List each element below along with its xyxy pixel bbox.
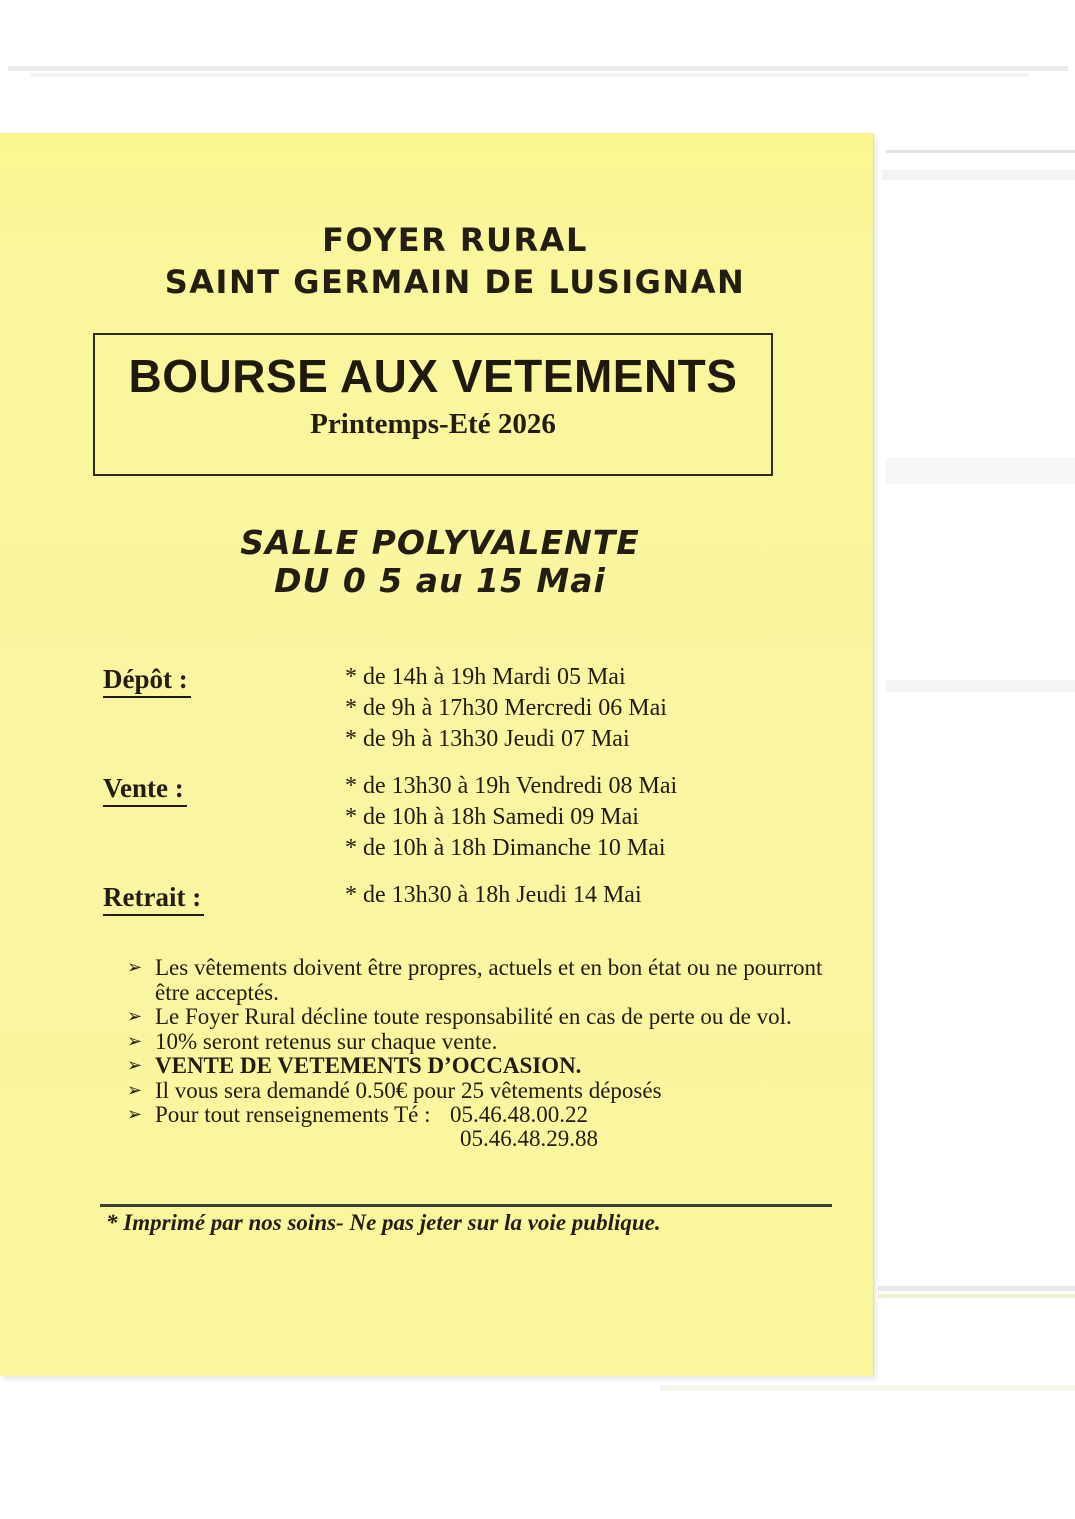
scan-artifact: [30, 73, 1030, 77]
list-item: ➢ Le Foyer Rural décline toute responsabilité en cas de perte ou de vol.: [127, 1004, 792, 1029]
scan-artifact: [886, 680, 1075, 692]
scan-artifact: [8, 66, 1068, 71]
schedule-line: * de 9h à 13h30 Jeudi 07 Mai: [345, 726, 630, 752]
scan-artifact: [882, 170, 1075, 180]
schedule-line: * de 14h à 19h Mardi 05 Mai: [345, 664, 626, 690]
vente-times: [345, 771, 677, 864]
phone-number-2: 05.46.48.29.88: [460, 1126, 598, 1151]
scan-artifact: [878, 1286, 1075, 1291]
flyer-paper: [0, 133, 873, 1376]
arrow-bullet-icon: ➢: [127, 957, 143, 978]
section-label-depot: Dépôt :: [103, 664, 191, 698]
organization-name-line2: SAINT GERMAIN DE LUSIGNAN: [164, 263, 746, 301]
organization-name-line1: FOYER RURAL: [322, 221, 588, 259]
schedule-line: * de 9h à 17h30 Mercredi 06 Mai: [345, 695, 667, 721]
event-title: BOURSE AUX VETEMENTS: [128, 350, 738, 402]
arrow-bullet-icon: ➢: [127, 1104, 143, 1125]
title-box: [93, 333, 773, 476]
list-item: ➢ Pour tout renseignements Té :: [127, 1102, 431, 1127]
venue-dates: DU 0 5 au 15 Mai: [274, 561, 606, 600]
list-item: ➢ VENTE DE VETEMENTS D’OCCASION.: [127, 1053, 582, 1078]
section-label-vente: Vente :: [103, 773, 187, 807]
arrow-bullet-icon: ➢: [127, 1030, 143, 1052]
schedule-line: * de 13h30 à 18h Jeudi 14 Mai: [345, 882, 642, 908]
depot-times: [345, 662, 667, 755]
arrow-bullet-icon: ➢: [127, 1006, 143, 1027]
schedule-line: * de 10h à 18h Samedi 09 Mai: [345, 804, 639, 830]
retrait-times: [345, 880, 642, 911]
list-item: ➢ Les vêtements doivent être propres, actuels et en bon état ou ne pourront: [127, 955, 823, 980]
scan-artifact: [660, 1385, 1075, 1391]
scan-artifact: [886, 150, 1075, 153]
section-label-retrait: Retrait :: [103, 882, 204, 916]
conditions-list: [127, 956, 847, 1156]
schedule-line: * de 13h30 à 19h Vendredi 08 Mai: [345, 773, 678, 799]
venue-name: SALLE POLYVALENTE: [240, 523, 640, 562]
scan-artifact: [878, 1294, 1075, 1298]
footer-legal-note: * Imprimé par nos soins- Ne pas jeter sur la voie publique.: [106, 1210, 661, 1235]
schedule-line: * de 10h à 18h Dimanche 10 Mai: [345, 835, 666, 861]
event-season: Printemps-Eté 2026: [310, 408, 556, 440]
arrow-bullet-icon: ➢: [127, 1055, 143, 1076]
phone-number-1: 05.46.48.00.22: [450, 1102, 588, 1127]
footer-divider: [100, 1204, 832, 1207]
list-item: ➢ 10% seront retenus sur chaque vente.: [127, 1028, 498, 1054]
scan-artifact: [886, 458, 1075, 484]
list-item: ➢ Il vous sera demandé 0.50€ pour 25 vêtements déposés: [127, 1077, 662, 1103]
list-item-continuation: être acceptés.: [155, 979, 279, 1005]
arrow-bullet-icon: ➢: [127, 1079, 143, 1101]
